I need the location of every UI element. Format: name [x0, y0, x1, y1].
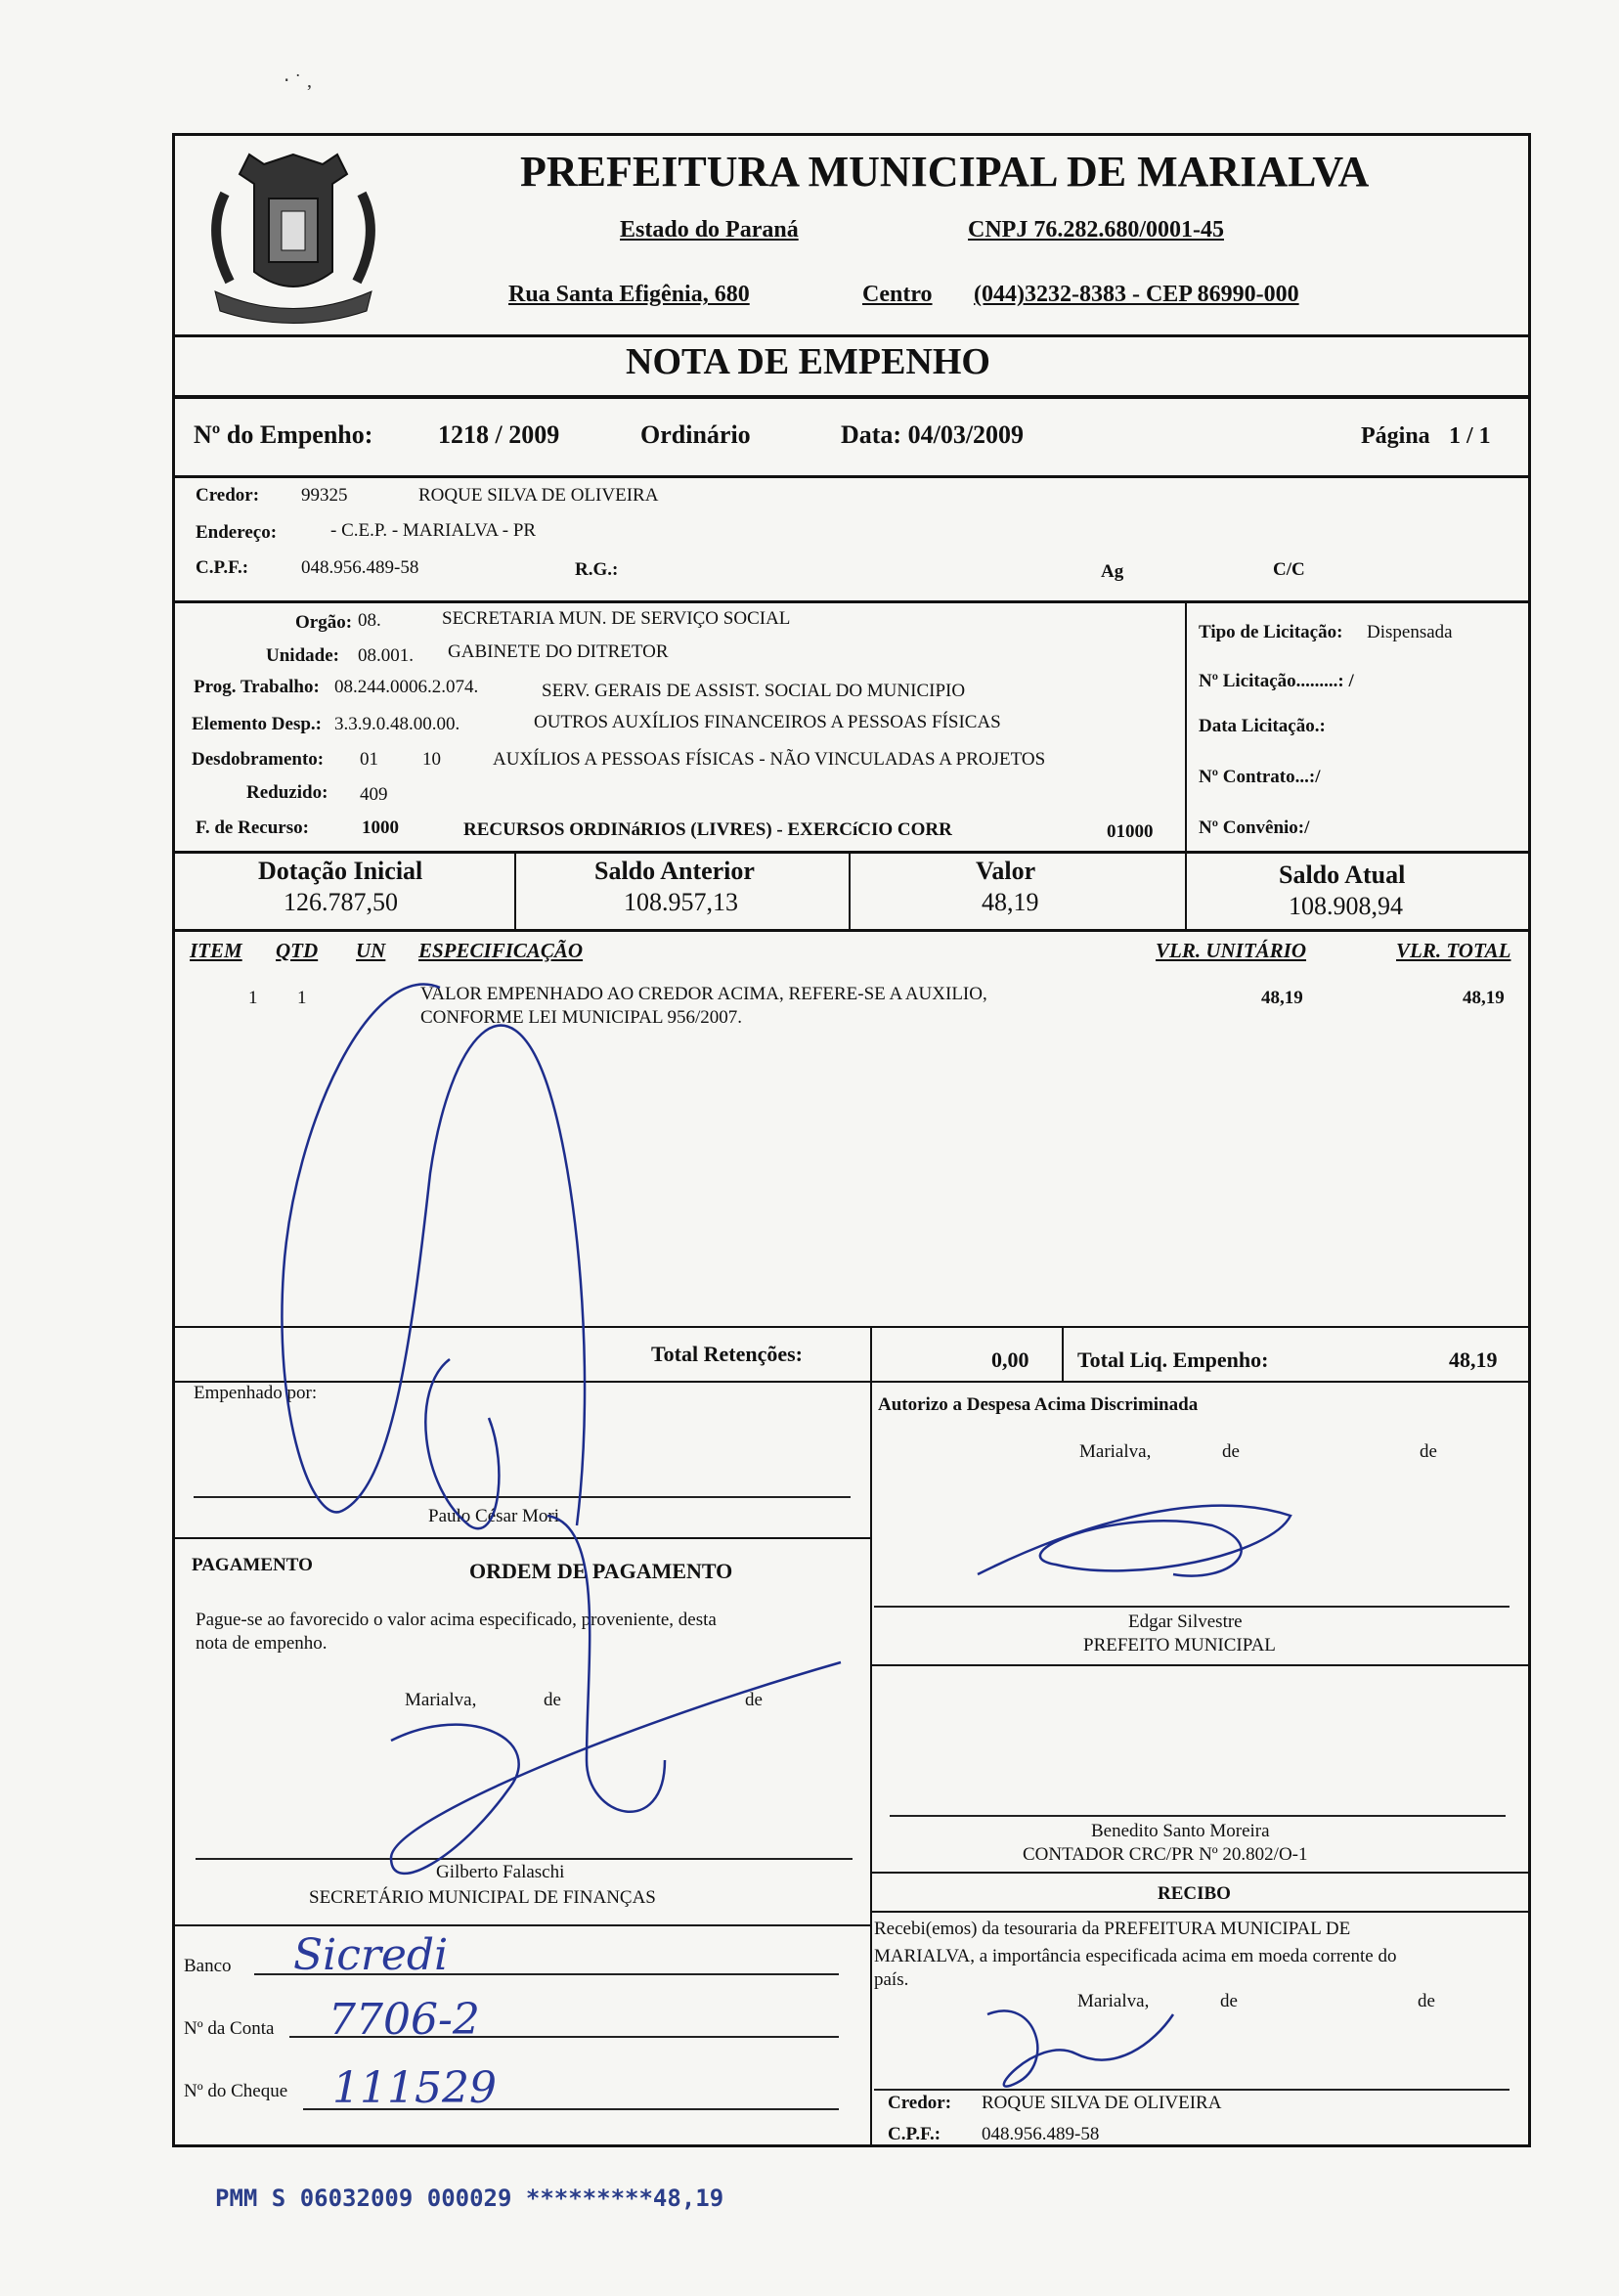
pagamento-de2: de	[745, 1690, 763, 1710]
total-liq-value: 48,19	[1449, 1347, 1498, 1372]
total-retencoes-label: Total Retenções:	[651, 1342, 803, 1366]
row-item: 1	[248, 988, 258, 1008]
desdobramento-value: AUXÍLIOS A PESSOAS FÍSICAS - NÃO VINCULADAS A PROJETOS	[493, 749, 1046, 770]
pagamento-de1: de	[544, 1690, 561, 1710]
desdobramento-code1: 01	[360, 749, 378, 770]
rg-label: R.G.:	[575, 559, 619, 580]
row-unit-value: 48,19	[1261, 988, 1303, 1008]
secretario-cargo: SECRETÁRIO MUNICIPAL DE FINANÇAS	[309, 1887, 656, 1908]
pagamento-text-line2: nota de empenho.	[196, 1633, 328, 1654]
orgao-value: SECRETARIA MUN. DE SERVIÇO SOCIAL	[442, 608, 791, 629]
divider	[849, 852, 851, 930]
signature-line	[874, 1606, 1510, 1608]
divider	[1185, 601, 1187, 852]
divider	[870, 1382, 872, 2144]
recibo-text-line3: país.	[874, 1969, 909, 1990]
reduzido-label: Reduzido:	[246, 782, 328, 803]
account-label: C/C	[1273, 559, 1305, 580]
unidade-code: 08.001.	[358, 645, 414, 666]
row-total-value: 48,19	[1463, 988, 1505, 1008]
total-liq-label: Total Liq. Empenho:	[1077, 1347, 1269, 1372]
divider	[870, 1327, 872, 1382]
licitacao-number: Nº Licitação.........: /	[1199, 671, 1354, 691]
dotacao-initial-value: 126.787,50	[284, 888, 398, 916]
col-item: ITEM	[190, 939, 242, 962]
address-label: Endereço:	[196, 522, 278, 543]
banco-value: Sicredi	[293, 1930, 449, 1980]
secretario-name: Gilberto Falaschi	[436, 1862, 565, 1882]
phone-cep-label: (044)3232-8383 - CEP 86990-000	[974, 282, 1299, 307]
divider	[174, 1537, 870, 1539]
col-qtd: QTD	[276, 939, 319, 962]
pagamento-text-line1: Pague-se ao favorecido o valor acima especificado, proveniente, desta	[196, 1610, 717, 1630]
recibo-text-line2: MARIALVA, a importância especificada acima em moeda corrente do	[874, 1946, 1397, 1966]
col-especificacao: ESPECIFICAÇÃO	[418, 939, 584, 962]
divider	[871, 1872, 1529, 1874]
reduzido-value: 409	[360, 784, 388, 805]
empenho-number-label: Nº do Empenho:	[194, 420, 373, 449]
recibo-cpf-label: C.P.F.:	[888, 2124, 941, 2144]
divider	[174, 395, 1529, 399]
valor-value: 48,19	[982, 888, 1039, 916]
page-number: 1 / 1	[1449, 423, 1491, 449]
conta-value: 7706-2	[328, 1995, 480, 2045]
empenhado-por-label: Empenhado por:	[194, 1383, 318, 1403]
unidade-value: GABINETE DO DITRETOR	[448, 641, 669, 662]
divider	[174, 1326, 1529, 1328]
agency-label: Ag	[1101, 561, 1124, 582]
autorizo-label: Autorizo a Despesa Acima Discriminada	[878, 1394, 1199, 1415]
empenho-type: Ordinário	[640, 420, 751, 449]
ordem-pagamento-label: ORDEM DE PAGAMENTO	[469, 1559, 733, 1583]
divider	[174, 600, 1529, 603]
creditor-code: 99325	[301, 485, 348, 506]
cnpj-label: CNPJ 76.282.680/0001-45	[968, 217, 1224, 243]
valor-label: Valor	[976, 857, 1036, 885]
autorizo-de2: de	[1420, 1441, 1437, 1462]
recibo-title: RECIBO	[1158, 1883, 1231, 1904]
recurso-value: RECURSOS ORDINáRIOS (LIVRES) - EXERCíCIO CORR	[463, 819, 952, 840]
elemento-label: Elemento Desp.:	[192, 714, 322, 734]
total-retencoes-value: 0,00	[991, 1347, 1029, 1372]
recibo-place: Marialva,	[1077, 1991, 1150, 2011]
row-description-line1: VALOR EMPENHADO AO CREDOR ACIMA, REFERE-SE A AUXILIO,	[420, 984, 987, 1004]
recibo-credor-label: Credor:	[888, 2093, 952, 2113]
recurso-code2: 01000	[1107, 821, 1154, 842]
recibo-text-line1: Recebi(emos) da tesouraria da PREFEITURA MUNICIPAL DE	[874, 1919, 1351, 1939]
signature-line	[196, 1858, 853, 1860]
divider	[174, 1381, 1529, 1383]
divider	[1185, 852, 1187, 930]
recurso-label: F. de Recurso:	[196, 817, 309, 838]
col-total-value: VLR. TOTAL	[1396, 939, 1511, 962]
empenho-number: 1218 / 2009	[438, 420, 560, 449]
municipal-crest-icon	[196, 145, 391, 326]
unidade-label: Unidade:	[266, 645, 339, 666]
prog-code: 08.244.0006.2.074.	[334, 677, 479, 697]
prefeito-cargo: PREFEITO MUNICIPAL	[1083, 1635, 1276, 1656]
autorizo-place: Marialva,	[1079, 1441, 1152, 1462]
prog-label: Prog. Trabalho:	[194, 677, 320, 697]
cpf-value: 048.956.489-58	[301, 557, 419, 578]
orgao-code: 08.	[358, 610, 381, 631]
saldo-atual-value: 108.908,94	[1289, 892, 1403, 920]
autorizo-de1: de	[1222, 1441, 1240, 1462]
divider	[174, 929, 1529, 932]
divider	[174, 334, 1529, 337]
street-label: Rua Santa Efigênia, 680	[508, 282, 750, 307]
desdobramento-code2: 10	[422, 749, 441, 770]
divider	[174, 475, 1529, 478]
divider	[174, 1924, 870, 1926]
recibo-de2: de	[1418, 1991, 1435, 2011]
prefeito-name: Edgar Silvestre	[1128, 1612, 1243, 1632]
scan-mark: ‧ ˙ ‚	[284, 70, 313, 92]
municipality-title: PREFEITURA MUNICIPAL DE MARIALVA	[520, 148, 1370, 196]
convenio-number: Nº Convênio:/	[1199, 817, 1310, 838]
pagamento-label: PAGAMENTO	[192, 1555, 313, 1575]
divider	[514, 852, 516, 930]
prog-value: SERV. GERAIS DE ASSIST. SOCIAL DO MUNICIPIO	[542, 681, 966, 701]
elemento-code: 3.3.9.0.48.00.00.	[334, 714, 460, 734]
divider	[1062, 1327, 1064, 1382]
contador-cargo: CONTADOR CRC/PR Nº 20.802/O-1	[1023, 1844, 1308, 1865]
banco-label: Banco	[184, 1956, 232, 1976]
divider	[174, 851, 1529, 854]
col-un: UN	[356, 939, 386, 962]
saldo-atual-label: Saldo Atual	[1279, 861, 1406, 889]
recurso-code: 1000	[362, 817, 399, 838]
saldo-anterior-label: Saldo Anterior	[594, 857, 755, 885]
recibo-cpf-value: 048.956.489-58	[982, 2124, 1100, 2144]
recibo-credor-value: ROQUE SILVA DE OLIVEIRA	[982, 2093, 1222, 2113]
signature-line	[874, 2089, 1510, 2091]
contador-name: Benedito Santo Moreira	[1091, 1821, 1270, 1841]
saldo-anterior-value: 108.957,13	[624, 888, 738, 916]
contrato-number: Nº Contrato...:/	[1199, 767, 1321, 787]
row-description-line2: CONFORME LEI MUNICIPAL 956/2007.	[420, 1007, 743, 1028]
cpf-label: C.P.F.:	[196, 557, 249, 578]
divider	[871, 1664, 1529, 1666]
row-qtd: 1	[297, 988, 307, 1008]
cheque-value: 111529	[332, 2063, 497, 2113]
page-label: Página	[1361, 423, 1430, 449]
desdobramento-label: Desdobramento:	[192, 749, 325, 770]
footer-stamp: PMM S 06032009 000029 *********48,19	[215, 2185, 724, 2212]
licitacao-type-label: Tipo de Licitação:	[1199, 622, 1343, 642]
pagamento-place: Marialva,	[405, 1690, 477, 1710]
address-value: - C.E.P. - MARIALVA - PR	[330, 520, 537, 541]
district-label: Centro	[862, 282, 933, 307]
state-label: Estado do Paraná	[620, 217, 799, 243]
conta-label: Nº da Conta	[184, 2018, 275, 2039]
orgao-label: Orgão:	[295, 612, 353, 633]
creditor-name: ROQUE SILVA DE OLIVEIRA	[418, 485, 659, 506]
cheque-label: Nº do Cheque	[184, 2081, 288, 2101]
signature-line	[890, 1815, 1506, 1817]
divider	[871, 1911, 1529, 1913]
dotacao-initial-label: Dotação Inicial	[258, 857, 423, 885]
licitacao-type-value: Dispensada	[1367, 622, 1453, 642]
creditor-label: Credor:	[196, 485, 260, 506]
empenhado-por-name: Paulo César Mori	[428, 1506, 560, 1526]
elemento-value: OUTROS AUXÍLIOS FINANCEIROS A PESSOAS FÍSICAS	[534, 712, 1001, 732]
document-title: NOTA DE EMPENHO	[626, 341, 990, 382]
col-unit-value: VLR. UNITÁRIO	[1156, 939, 1307, 962]
signature-line	[194, 1496, 851, 1498]
empenho-date: Data: 04/03/2009	[841, 420, 1025, 449]
recibo-de1: de	[1220, 1991, 1238, 2011]
licitacao-date: Data Licitação.:	[1199, 716, 1326, 736]
